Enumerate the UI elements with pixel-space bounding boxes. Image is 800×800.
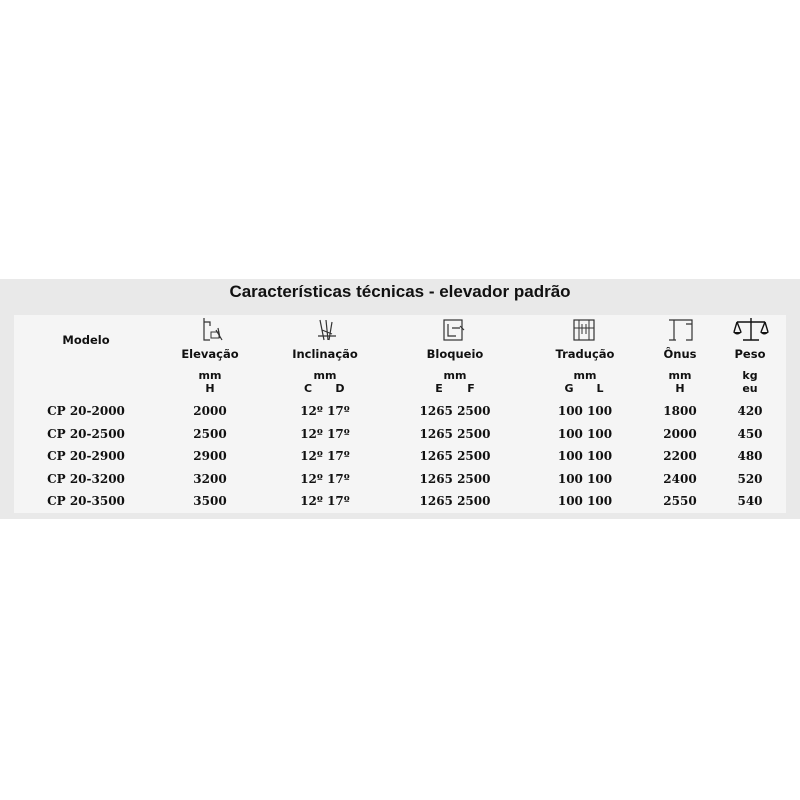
table-title: Características técnicas - elevador padrão: [229, 282, 571, 301]
cell-elevacao: 3200: [193, 472, 227, 486]
cell-modelo: CP 20-3200: [47, 472, 125, 486]
header-inclinacao: Inclinação: [292, 347, 358, 361]
cell-traducao: 100 100: [557, 494, 613, 508]
unit-elevacao: mm: [198, 369, 222, 382]
header-peso: Peso: [734, 347, 766, 361]
cell-peso: 450: [737, 427, 763, 441]
cell-peso: 420: [737, 404, 763, 418]
unit-traducao-l: L: [596, 382, 604, 395]
cell-modelo: CP 20-2900: [47, 449, 125, 463]
unit-inclinacao-c: C: [303, 382, 313, 395]
header-traducao: Tradução: [555, 347, 615, 361]
header-bloqueio: Bloqueio: [426, 347, 484, 361]
unit-inclinacao: mm: [313, 369, 337, 382]
cell-onus: 2200: [663, 449, 697, 463]
translation-icon: [570, 316, 600, 344]
cell-inclinacao: 12º 17º: [300, 427, 350, 441]
header-onus: Ônus: [663, 347, 697, 361]
cell-bloqueio: 1265 2500: [419, 494, 491, 508]
cell-traducao: 100 100: [557, 404, 613, 418]
cell-inclinacao: 12º 17º: [300, 404, 350, 418]
cell-bloqueio: 1265 2500: [419, 427, 491, 441]
cell-inclinacao: 12º 17º: [300, 494, 350, 508]
unit-peso: kg: [742, 369, 758, 382]
cell-peso: 540: [737, 494, 763, 508]
cell-inclinacao: 12º 17º: [300, 449, 350, 463]
cell-traducao: 100 100: [557, 472, 613, 486]
unit-bloqueio-e: E: [435, 382, 443, 395]
cell-onus: 2000: [663, 427, 697, 441]
cell-onus: 2550: [663, 494, 697, 508]
tilt-icon: [312, 316, 342, 344]
load-icon: [666, 316, 698, 344]
cell-traducao: 100 100: [557, 427, 613, 441]
cell-elevacao: 2900: [193, 449, 227, 463]
cell-onus: 1800: [663, 404, 697, 418]
unit-elevacao-sub: H: [205, 382, 215, 395]
cell-elevacao: 2500: [193, 427, 227, 441]
unit-peso-sub: eu: [742, 382, 758, 395]
unit-bloqueio: mm: [443, 369, 467, 382]
cell-peso: 480: [737, 449, 763, 463]
header-elevacao: Elevação: [181, 347, 239, 361]
unit-onus-sub: H: [675, 382, 685, 395]
cell-peso: 520: [737, 472, 763, 486]
cell-bloqueio: 1265 2500: [419, 404, 491, 418]
unit-inclinacao-d: D: [335, 382, 345, 395]
header-modelo: Modelo: [62, 333, 110, 347]
cell-elevacao: 2000: [193, 404, 227, 418]
cell-onus: 2400: [663, 472, 697, 486]
cell-inclinacao: 12º 17º: [300, 472, 350, 486]
cell-modelo: CP 20-2000: [47, 404, 125, 418]
scale-icon: [733, 316, 769, 344]
lock-icon: [440, 316, 470, 344]
unit-traducao-g: G: [564, 382, 574, 395]
cell-modelo: CP 20-3500: [47, 494, 125, 508]
unit-bloqueio-f: F: [467, 382, 475, 395]
cell-traducao: 100 100: [557, 449, 613, 463]
cell-bloqueio: 1265 2500: [419, 472, 491, 486]
unit-traducao: mm: [573, 369, 597, 382]
cell-elevacao: 3500: [193, 494, 227, 508]
unit-onus: mm: [668, 369, 692, 382]
elevation-icon: [196, 316, 226, 344]
cell-modelo: CP 20-2500: [47, 427, 125, 441]
cell-bloqueio: 1265 2500: [419, 449, 491, 463]
